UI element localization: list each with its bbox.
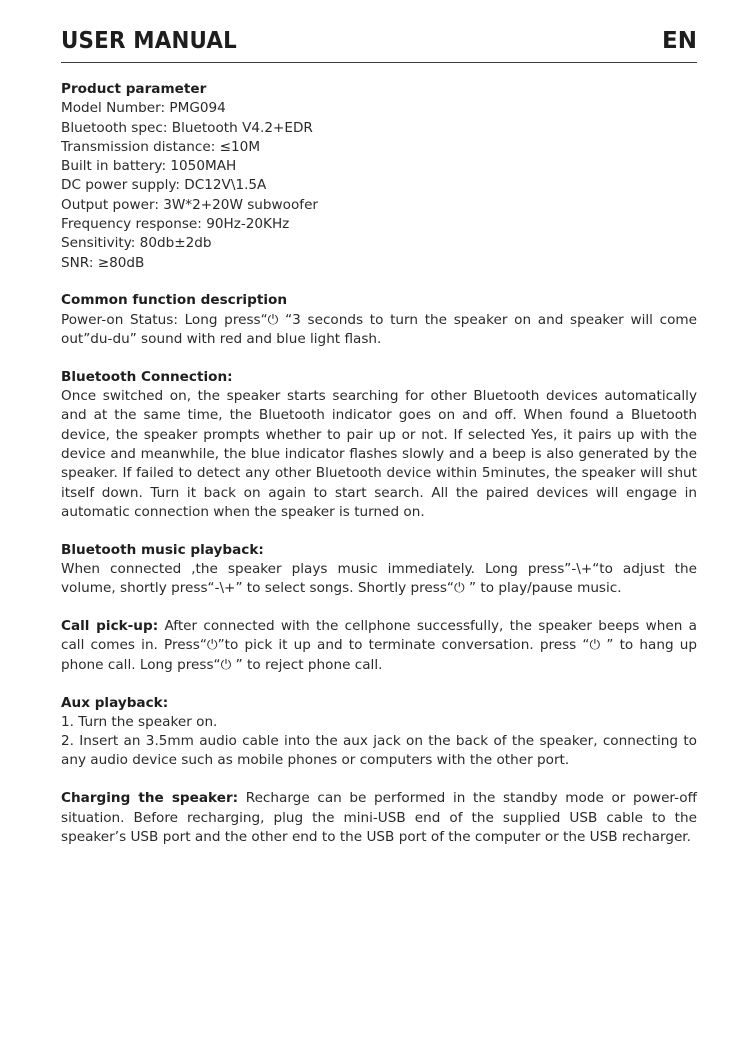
param-model-number: Model Number: PMG094 [61,100,226,117]
bluetooth-connection-section [61,368,697,522]
param-transmission-distance: Transmission distance: ≤10M [61,138,261,155]
charging-heading: Charging the speaker: [61,790,239,807]
aux-playback-heading: Aux playback: [61,694,169,711]
param-bluetooth-spec: Bluetooth spec: Bluetooth V4.2+EDR [61,119,313,136]
call-pickup-heading: Call pick-up: [61,618,159,635]
page-title: USER MANUAL [61,28,237,54]
charging-text: Recharge can be performed in the standby mode or power-off situation. Before recharging, plug the mini-USB end of the supplied USB cable to the speaker’s USB port and the other end to the USB port of the computer or the USB recharger. [61,790,697,845]
bluetooth-connection-text: Once switched on, the speaker starts searching for other Bluetooth devices automatically and at the same time, the Bluetooth indicator goes on and off. When found a Bluetooth device, the speaker prompts whether to pair up or not. If selected Yes, it pairs up with the device and meanwhile, the blue indicator flashes slowly and a beep is also generated by the speaker. If failed to detect any other Bluetooth device within 5minutes, the speaker will shut itself down. Turn it back on again to start search. All the paired devices will engage in automatic connection when the speaker is turned on. [61,388,697,520]
charging-paragraph [61,789,697,847]
music-playback-heading: Bluetooth music playback: [61,541,264,558]
param-battery: Built in battery: 1050MAH [61,158,237,175]
common-function-text: Power-on Status: Long press“⏻ “3 seconds to turn the speaker on and speaker will come out”du-du” sound with red and blue light flash. [61,311,697,348]
aux-step-2: 2. Insert an 3.5mm audio cable into the aux jack on the back of the speaker, connecting to any audio device such as mobile phones or computers with the other port. [61,733,697,769]
param-output-power: Output power: 3W*2+20W subwoofer [61,196,319,213]
language-code: EN [662,28,697,54]
call-pickup-text: After connected with the cellphone successfully, the speaker beeps when a call comes in. Press“⏻”to pick it up and to terminate conversation. press “⏻ ” to hang up phone call. Long press“⏻ ” to reject phone call. [61,618,697,673]
music-playback-text: When connected ,the speaker plays music immediately. Long press”-\+“to adjust the volume, shortly press“-\+” to select songs. Shortly press“⏻ ” to play/pause music. [61,561,697,597]
param-dc-power: DC power supply: DC12V\1.5A [61,177,267,194]
param-frequency-response: Frequency response: 90Hz-20KHz [61,216,290,233]
aux-playback-section [61,694,697,771]
product-parameter-heading: Product parameter [61,81,207,97]
music-playback-section [61,541,697,599]
param-sensitivity: Sensitivity: 80db±2db [61,235,212,252]
parameter-list [61,99,697,273]
bluetooth-connection-heading: Bluetooth Connection: [61,368,233,385]
product-parameter-section [61,80,697,273]
page-header [61,26,697,63]
charging-section [61,789,697,847]
common-function-heading: Common function description [61,292,287,309]
common-function-section [61,291,697,349]
call-pickup-section [61,617,697,675]
aux-step-1: 1. Turn the speaker on. [61,713,218,730]
call-pickup-paragraph [61,617,697,675]
manual-content [61,80,697,847]
param-snr: SNR: ≥80dB [61,254,145,271]
